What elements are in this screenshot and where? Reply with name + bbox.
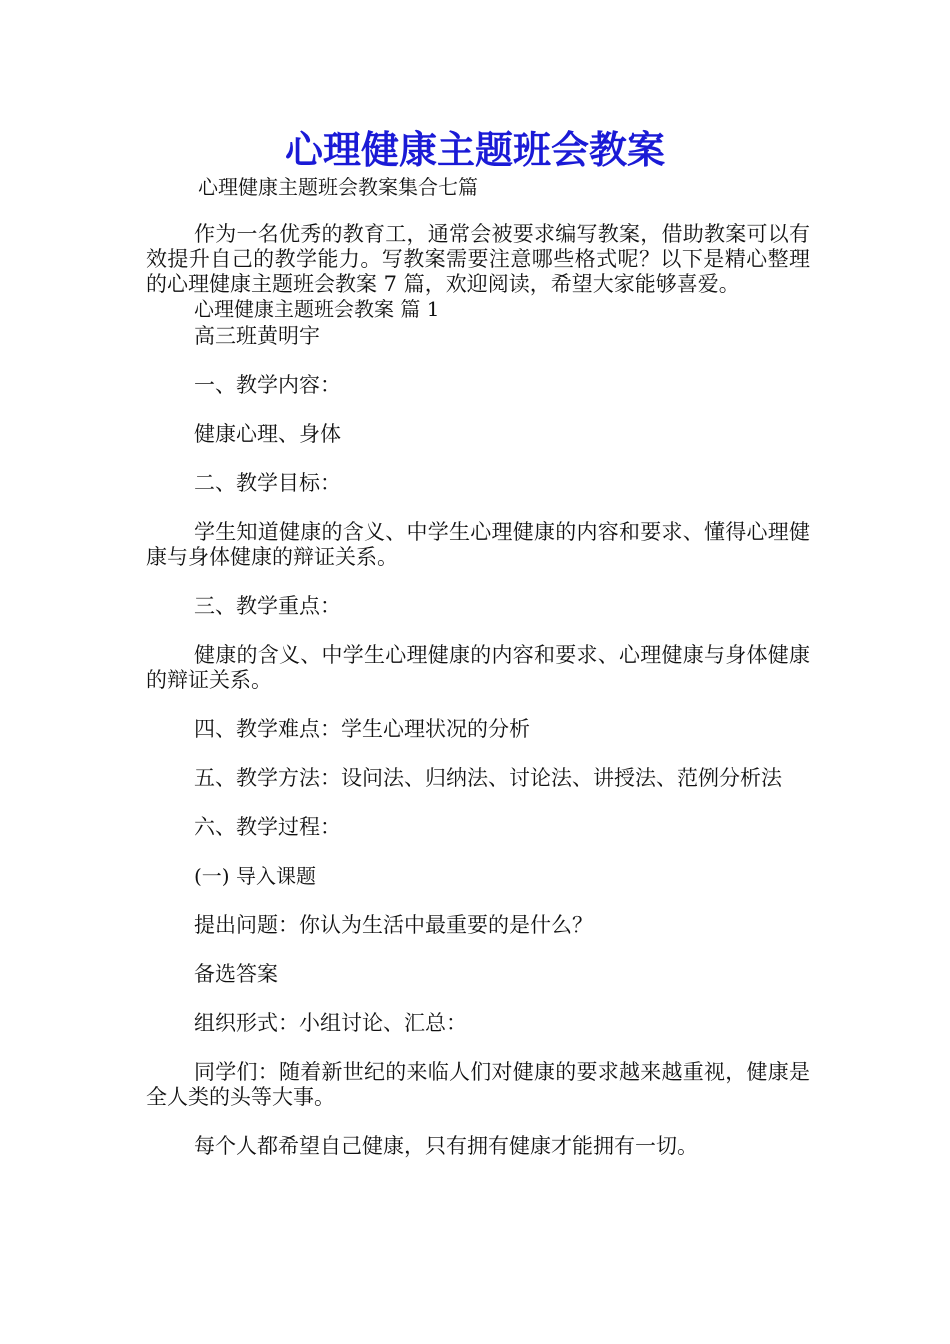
paragraph: 组织形式：小组讨论、汇总： (194, 1011, 467, 1035)
document-title: 心理健康主题班会教案 (284, 128, 665, 172)
paragraph: 每个人都希望自己健康，只有拥有健康才能拥有一切。 (194, 1134, 698, 1158)
author-line: 高三班黄明宇 (194, 324, 320, 348)
section-heading: 心理健康主题班会教案 篇 1 (194, 297, 440, 321)
paragraph: 提出问题：你认为生活中最重要的是什么？ (194, 913, 593, 937)
paragraph: (一) 导入课题 (194, 864, 316, 888)
document-body (146, 222, 810, 1159)
paragraph: 三、教学重点： (194, 594, 341, 618)
paragraph: 四、教学难点：学生心理状况的分析 (194, 717, 530, 741)
document-subtitle: 心理健康主题班会教案集合七篇 (198, 175, 478, 199)
paragraph: 健康的含义、中学生心理健康的内容和要求、心理健康与身体健康的辩证关系。 (146, 643, 810, 692)
intro-paragraph: 作为一名优秀的教育工，通常会被要求编写教案，借助教案可以有效提升自己的教学能力。写教案需要注意哪些格式呢？以下是精心整理的心理健康主题班会教案 7 篇，欢迎阅读，希望大家能够喜爱。 (146, 222, 810, 296)
paragraph: 一、教学内容： (194, 373, 341, 397)
paragraph: 五、教学方法：设问法、归纳法、讨论法、讲授法、范例分析法 (194, 766, 782, 790)
paragraph: 六、教学过程： (194, 815, 341, 839)
paragraph: 备选答案 (194, 962, 278, 986)
paragraph: 二、教学目标： (194, 471, 341, 495)
paragraph: 健康心理、身体 (194, 422, 341, 446)
paragraph: 同学们：随着新世纪的来临人们对健康的要求越来越重视，健康是全人类的头等大事。 (146, 1060, 810, 1109)
paragraph: 学生知道健康的含义、中学生心理健康的内容和要求、懂得心理健康与身体健康的辩证关系。 (146, 520, 810, 569)
